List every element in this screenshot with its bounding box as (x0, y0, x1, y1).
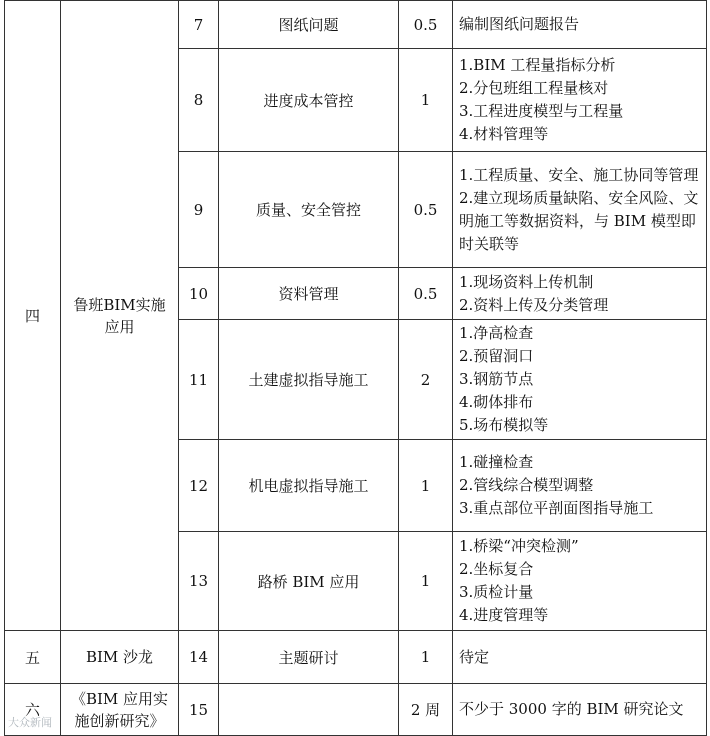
item-id: 10 (179, 268, 219, 320)
content-line: 3.工程进度模型与工程量 (459, 102, 624, 120)
item-days: 0.5 (399, 1, 453, 49)
watermark: 大众新闻 (8, 716, 52, 729)
content-line: 4.砌体排布 (459, 393, 534, 411)
item-id: 11 (179, 320, 219, 440)
item-title: 路桥 BIM 应用 (219, 532, 399, 631)
section-name: BIM 沙龙 (61, 631, 179, 684)
item-title: 质量、安全管控 (219, 152, 399, 268)
table-row (5, 631, 707, 684)
item-title (219, 684, 399, 736)
item-content (453, 49, 707, 152)
item-content (453, 440, 707, 532)
content-line: 5.场布模拟等 (459, 416, 549, 434)
item-days: 2 周 (399, 684, 453, 736)
content-line: 1.碰撞检查 (459, 453, 534, 471)
item-days: 1 (399, 440, 453, 532)
content-line: 2.坐标复合 (459, 560, 534, 578)
table-row (5, 1, 707, 49)
content-line: 1.BIM 工程量指标分析 (459, 56, 616, 74)
section-number: 五 (5, 631, 61, 684)
item-content (453, 532, 707, 631)
item-id: 14 (179, 631, 219, 684)
item-id: 8 (179, 49, 219, 152)
item-title: 机电虚拟指导施工 (219, 440, 399, 532)
item-days: 2 (399, 320, 453, 440)
content-line: 2.分包班组工程量核对 (459, 79, 609, 97)
item-content (453, 152, 707, 268)
content-line: 4.材料管理等 (459, 125, 549, 143)
content-line: 2.管线综合模型调整 (459, 476, 594, 494)
content-line: 2.资料上传及分类管理 (459, 295, 609, 314)
item-title: 进度成本管控 (219, 49, 399, 152)
item-days: 1 (399, 49, 453, 152)
content-line: 4.进度管理等 (459, 606, 549, 624)
content-line: 2.预留洞口 (459, 347, 534, 365)
section-name: 《BIM 应用实施创新研究》 (61, 684, 179, 736)
item-days: 0.5 (399, 152, 453, 268)
section-number: 四 (5, 1, 61, 631)
item-title: 资料管理 (219, 268, 399, 320)
item-days: 1 (399, 532, 453, 631)
item-title: 图纸问题 (219, 1, 399, 49)
content-line: 1.现场资料上传机制 (459, 272, 594, 291)
item-days: 1 (399, 631, 453, 684)
content-line: 2.建立现场质量缺陷、安全风险、文明施工等数据资料，与 BIM 模型即时关联等 (459, 188, 699, 253)
item-id: 7 (179, 1, 219, 49)
table-row (5, 684, 707, 736)
item-content (453, 1, 707, 49)
content-line: 1.桥梁“冲突检测” (459, 537, 579, 555)
item-content (453, 268, 707, 320)
content-line: 3.质检计量 (459, 583, 534, 601)
course-schedule-table (4, 0, 707, 736)
content-line: 3.重点部位平剖面图指导施工 (459, 499, 654, 517)
content-line: 3.钢筋节点 (459, 370, 534, 388)
item-content (453, 320, 707, 440)
content-line: 1.净高检查 (459, 324, 534, 342)
item-id: 12 (179, 440, 219, 532)
section-number: 六 (5, 684, 61, 736)
content-line: 1.工程质量、安全、施工协同等管理 (459, 165, 699, 184)
item-id: 15 (179, 684, 219, 736)
item-title: 主题研讨 (219, 631, 399, 684)
content-line: 编制图纸问题报告 (459, 15, 580, 33)
item-content (453, 684, 707, 736)
content-line: 待定 (459, 647, 490, 666)
item-content (453, 631, 707, 684)
content-line: 不少于 3000 字的 BIM 研究论文 (459, 700, 684, 718)
item-id: 9 (179, 152, 219, 268)
section-name: 鲁班BIM实施应用 (61, 1, 179, 631)
item-days: 0.5 (399, 268, 453, 320)
item-title: 土建虚拟指导施工 (219, 320, 399, 440)
item-id: 13 (179, 532, 219, 631)
